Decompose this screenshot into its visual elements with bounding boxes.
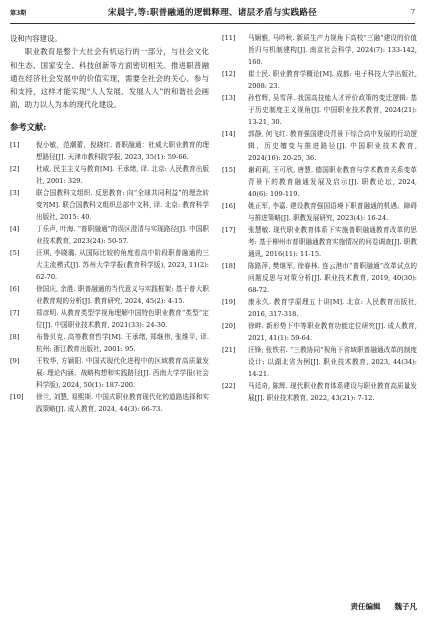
reference-number: [6]: [10, 284, 20, 293]
reference-text: 徐畔. 新形势下中等职业教育功能定位研究[J]. 成人教育, 2021, 41(1): 59-64.: [248, 322, 417, 342]
reference-item: [222, 320, 417, 344]
reference-number: [1]: [10, 140, 20, 149]
reference-item: [10, 283, 209, 307]
reference-number: [17]: [222, 226, 236, 234]
reference-item: [10, 331, 209, 355]
reference-text: 联合国教科文组织. 反思教育: 向“全球共同利益”的理念转变?[M]. 联合国教科文组织总部中文科, 译. 北京: 教育科学出版社, 2015: 40.: [36, 188, 209, 221]
reference-number: [9]: [10, 356, 20, 365]
page-number: 7: [410, 8, 415, 16]
reference-text: 汪琪, 李晓璐. 从国际比较的角度看高中阶段职普融通的三大主流模式[J]. 苏州大学学报(教育科学版), 2023, 11(2): 62-70.: [36, 248, 209, 281]
reference-text: 马廷奇, 陈辉. 现代职业教育体系建设与职业教育高质量发展[J]. 职业技术教育, 2022, 43(21): 7-12.: [248, 382, 417, 402]
running-header: [10, 6, 415, 22]
reference-item: [10, 187, 209, 223]
reference-text: 倪小敏，范潮蕾，倪晓红. 普职融通：杜威大职业教育的理想路径[J]. 天津市教科院学报, 2023, 35(1): 59-66.: [36, 140, 209, 161]
reference-item: [10, 163, 209, 187]
reference-number: [15]: [222, 166, 236, 174]
reference-text: 郑彦明. 从教育类型学视角理解中国特色职业教育“类型”定位[J]. 中国职业技术教育, 2021(33): 24-30.: [36, 308, 209, 329]
running-title: 宋晨宇,等:职普融通的逻辑释理、诸层矛盾与实践路径: [107, 8, 318, 18]
reference-text: 杜威. 民主主义与教育[M]. 王承绪, 译. 北京: 人民教育出版社, 2001: 329.: [36, 164, 209, 185]
reference-list-right: [222, 32, 417, 404]
reference-text: 汪锋, 张铁君. “三教协同”视角下省域职普融通改革的制度设计: 以湖北省为例[J]. 职业技术教育, 2023, 44(34): 14-21.: [248, 346, 417, 378]
reference-item: [222, 68, 417, 92]
reference-number: [10]: [10, 392, 24, 401]
reference-text: 崔士民. 职业教育学概论[M]. 成都: 电子科技大学出版社, 2008: 23.: [248, 70, 417, 90]
reference-number: [21]: [222, 346, 236, 354]
reference-text: 姚正军, 李嘉. 建设教育强国语境下职普融通的机遇、障碍与推进策略[J]. 职教发展研究, 2023(4): 16-24.: [248, 202, 417, 222]
reference-item: [10, 355, 209, 391]
reference-text: 布鲁贝克. 高等教育哲学[M]. 王承绪, 郑继伟, 张维平, 译. 杭州: 浙江教育出版社, 2001: 95.: [36, 332, 209, 353]
reference-item: [222, 200, 417, 224]
reference-item: [222, 296, 417, 320]
reference-number: [12]: [222, 70, 236, 78]
reference-text: 谢莉莉, 王可欣, 唐慧. 德国职业教育与学术教育关系变革背景下的教育融通发展及启示[J]. 职教论坛, 2024, 40(6): 109-119.: [248, 166, 417, 198]
reference-text: 陈路萍, 樊继军, 徐春林. 连云港市“普职融通”改革试点的问题反思与对策分析[J]. 职业技术教育, 2019, 40(30): 68-72.: [248, 262, 417, 294]
reference-text: 丁乐声, 叶海. “普职融通”的误区澄清与实现路径[J]. 中国职业技术教育, 2023(24): 50-57.: [36, 224, 209, 245]
reference-item: [10, 391, 209, 415]
editor-name: 魏子凡: [394, 602, 417, 611]
issue-label: 第3期: [10, 10, 27, 17]
reference-number: [4]: [10, 224, 20, 233]
reference-number: [7]: [10, 308, 20, 317]
reference-item: [222, 164, 417, 200]
body-paragraph: 职业教育是整个大社会有机运行的一部分，与社会文化和生态、国家安全、科技创新等方面密切相关。推进职普融通在经济社会发展中的价值实现，需要全社会的关心、参与和支持，这样才能实现“人人发展、发展人人”的和谐社会画面，助力以人为本的现代化建设。: [10, 47, 209, 110]
reference-item: [10, 307, 209, 331]
header-rule: [10, 23, 415, 24]
reference-item: [10, 223, 209, 247]
reference-number: [22]: [222, 382, 236, 390]
reference-number: [13]: [222, 94, 236, 102]
reference-number: [20]: [222, 322, 236, 330]
reference-number: [14]: [222, 130, 236, 138]
references-heading: 参考文献:: [10, 121, 47, 132]
reference-text: 孙哲辉, 吴雪萍. 我国高技能人才评价政策的变迁逻辑: 基于历史制度主义视角[J]. 中国职业技术教育, 2024(21): 13-21, 30.: [248, 94, 417, 126]
reference-item: [10, 247, 209, 283]
reference-item: [222, 32, 417, 68]
reference-number: [18]: [222, 262, 236, 270]
reference-text: 郭静, 何飞红. 教育强国建设背景下综合高中发展的行动逻辑、历史嬗变与推进路径[J]. 中国职业技术教育, 2024(16): 20-25, 36.: [248, 130, 417, 162]
reference-text: 徐兰, 刘慧, 易熙斯. 中国式职业教育现代化的道路选择和实践策略[J]. 成人教育, 2024, 44(3): 66-73.: [36, 392, 209, 413]
editor-credit: [222, 601, 417, 612]
reference-text: 张慧敏. 现代职业教育体系下实施普职融通教育改革的思考: 基于柳州市普职融通教育实施情况的问卷调查[J]. 职教通讯, 2016(11): 11-15.: [248, 226, 417, 258]
right-column: [222, 32, 417, 404]
reference-item: [10, 139, 209, 163]
reference-number: [3]: [10, 188, 20, 197]
body-paragraph: 设和内容建设。: [10, 34, 62, 43]
reference-item: [222, 380, 417, 404]
reference-text: 徐国庆, 余胜. 职普融通的当代意义与实践框架: 基于普大职业教育观的分析[J]. 教育研究, 2024, 45(2): 4-15.: [36, 284, 209, 305]
reference-item: [222, 224, 417, 260]
reference-list-left: [10, 139, 209, 415]
reference-number: [16]: [222, 202, 236, 210]
reference-text: 康永久. 教育学原理五十讲[M]. 北京: 人民教育出版社, 2016, 317-318.: [248, 298, 417, 318]
reference-number: [2]: [10, 164, 20, 173]
left-column: [10, 32, 209, 415]
reference-number: [11]: [222, 34, 236, 42]
editor-label: 责任编辑: [350, 602, 381, 611]
reference-item: [222, 344, 417, 380]
reference-number: [5]: [10, 248, 20, 257]
reference-item: [222, 92, 417, 128]
reference-number: [8]: [10, 332, 20, 341]
reference-number: [19]: [222, 298, 236, 306]
reference-item: [222, 260, 417, 296]
reference-item: [222, 128, 417, 164]
reference-text: 王牧华, 方颖阳. 中国式现代化进程中的区域教育高质量发展: 理论内涵、战略构想和实践路径[J]. 西南大学学报(社会科学版), 2024, 50(1): 187-200.: [36, 356, 209, 389]
reference-text: 马娴雅, 马吟秋. 新质生产力视角下高校“三融”建设的价值旨归与机制建构[J]. 南京社会科学, 2024(7): 133-142, 160.: [248, 34, 417, 66]
